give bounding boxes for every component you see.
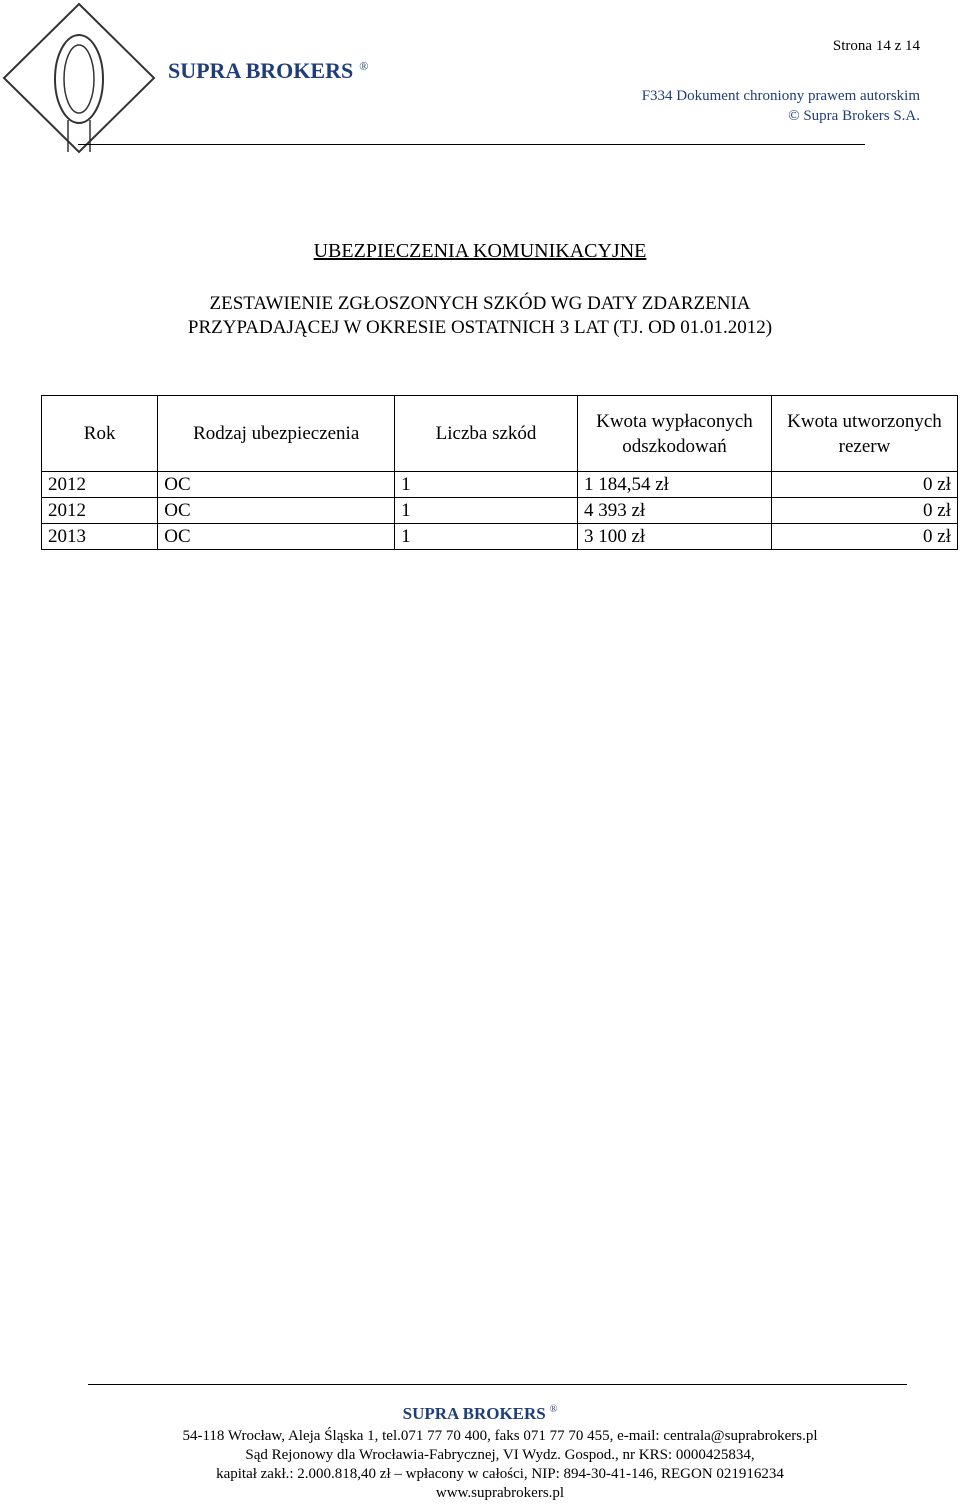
document-subtitle xyxy=(0,292,960,340)
cell-insurance-type: OC xyxy=(158,524,395,550)
table-row xyxy=(42,498,958,524)
footer-divider xyxy=(88,1384,907,1385)
cell-paid-amount: 3 100 zł xyxy=(577,524,771,550)
table-row xyxy=(42,524,958,550)
header-year: Rok xyxy=(42,396,158,472)
cell-claim-count: 1 xyxy=(395,524,578,550)
header-divider xyxy=(78,144,865,145)
cell-year: 2012 xyxy=(42,498,158,524)
table-header-row xyxy=(42,396,958,472)
cell-reserves-amount: 0 zł xyxy=(771,524,957,550)
cell-year: 2013 xyxy=(42,524,158,550)
footer-capital-info: kapitał zakł.: 2.000.818,40 zł – wpłacony w całości, NIP: 894-30-41-146, REGON 021916234 xyxy=(216,1466,784,1482)
cell-reserves-amount: 0 zł xyxy=(771,498,957,524)
footer-court-registration: Sąd Rejonowy dla Wrocławia-Fabrycznej, VI Wydz. Gospod., nr KRS: 0000425834, xyxy=(245,1447,755,1463)
subtitle-line-1: ZESTAWIENIE ZGŁOSZONYCH SZKÓD WG DATY ZDARZENIA xyxy=(209,293,751,314)
cell-year: 2012 xyxy=(42,472,158,498)
copyright-notice: F334 Dokument chroniony prawem autorskim xyxy=(641,88,920,104)
cell-claim-count: 1 xyxy=(395,472,578,498)
cell-claim-count: 1 xyxy=(395,498,578,524)
header-claim-count: Liczba szkód xyxy=(395,396,578,472)
cell-insurance-type: OC xyxy=(158,498,395,524)
cell-insurance-type: OC xyxy=(158,472,395,498)
page-number: Strona 14 z 14 xyxy=(832,38,920,54)
cell-reserves-amount: 0 zł xyxy=(771,472,957,498)
header-paid-amount: Kwota wypłaconych odszkodowań xyxy=(577,396,771,472)
brand-name: SUPRA BROKERS ® xyxy=(168,58,369,83)
subtitle-line-2: PRZYPADAJĄCEJ W OKRESIE OSTATNICH 3 LAT (TJ. OD 01.01.2012) xyxy=(187,317,773,338)
footer-brand-name: SUPRA BROKERS ® xyxy=(402,1404,558,1423)
registered-mark: ® xyxy=(359,58,369,73)
table-row xyxy=(42,472,958,498)
document-title: UBEZPIECZENIA KOMUNIKACYJNE xyxy=(313,240,647,262)
claims-table xyxy=(41,395,958,550)
cell-paid-amount: 1 184,54 zł xyxy=(577,472,771,498)
company-logo-icon xyxy=(2,2,158,154)
copyright-owner: © Supra Brokers S.A. xyxy=(788,108,920,124)
header-reserves-amount: Kwota utworzonych rezerw xyxy=(771,396,957,472)
footer-address: 54-118 Wrocław, Aleja Śląska 1, tel.071 77 70 400, faks 071 77 70 455, e-mail: centrala@suprabrokers.pl xyxy=(182,1428,818,1444)
footer-registered-mark: ® xyxy=(549,1404,558,1416)
header-insurance-type: Rodzaj ubezpieczenia xyxy=(158,396,395,472)
footer-website-link[interactable]: www.suprabrokers.pl xyxy=(435,1485,565,1501)
cell-paid-amount: 4 393 zł xyxy=(577,498,771,524)
